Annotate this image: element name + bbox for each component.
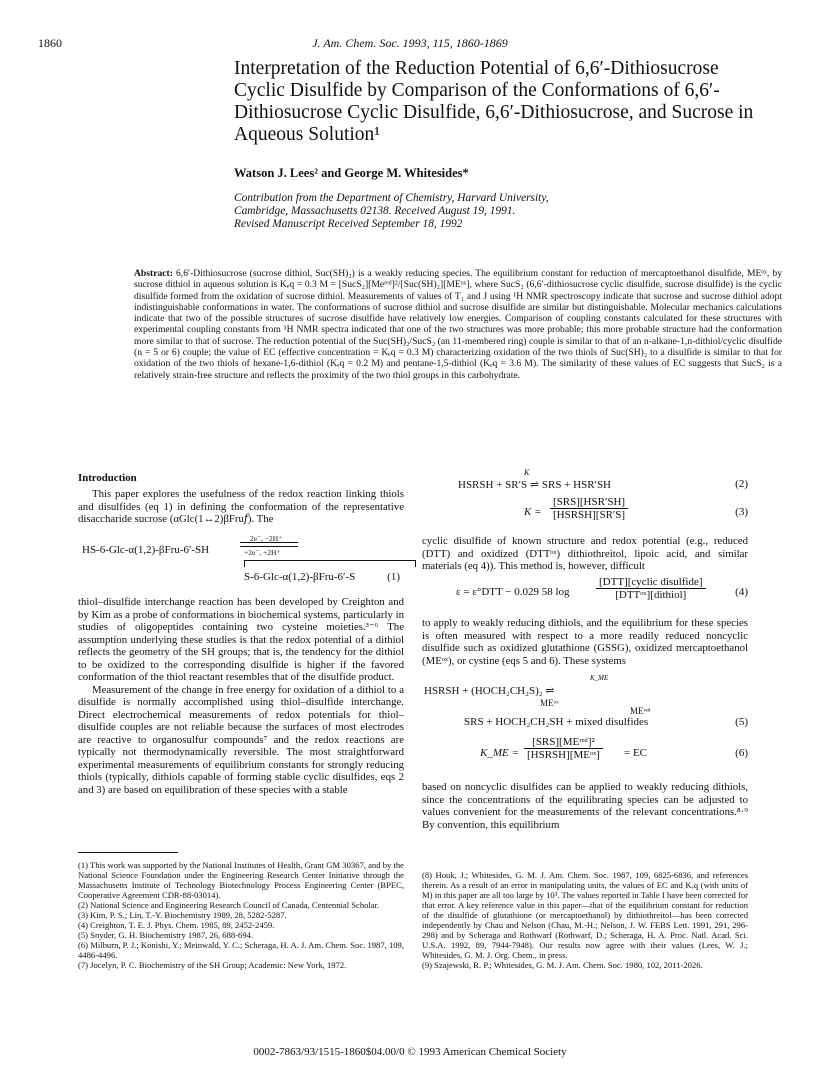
right-paragraph-2 (422, 617, 748, 667)
disulfide-bond-bracket (244, 560, 416, 567)
eq5-me-red: MEʳᵉᵈ (630, 706, 651, 716)
footnote: (5) Snyder, G. H. Biochemistry 1987, 26, 688-694. (78, 930, 254, 940)
footnote: (3) Kim, P. S.; Lin, T.-Y. Biochemistry 1989, 28, 5282-5287. (78, 910, 287, 920)
eq4-numerator: [DTT][cyclic disulfide] (596, 576, 706, 589)
footnote: (9) Szajewski, R. P.; Whitesides, G. M. J. Am. Chem. Soc. 1980, 102, 2011-2026. (422, 960, 703, 970)
eq3-lhs: K = (524, 506, 542, 518)
eq6-denominator: [HSRSH][MEᵒˣ] (527, 749, 600, 761)
eq3-fraction (550, 496, 628, 521)
eq5-number: (5) (735, 716, 748, 728)
eq6-rhs: = EC (624, 747, 648, 759)
paragraph: based on noncyclic disulfides can be applied to weakly reducing dithiols, since the concentrations of the equilibrating species can be adjusted to values convenient for the measurements of the relevant concentrations.⁸·⁹ By convention, this equilibrium (422, 781, 748, 831)
footnote-rule (78, 852, 178, 853)
eq5-line-2: SRS + HOCH₂CH₂SH + mixed disulfides (464, 716, 649, 728)
equation-2 (458, 468, 748, 492)
equation-3 (518, 496, 748, 530)
eq6-number: (6) (735, 747, 748, 759)
abstract-text: 6,6′-Dithiosucrose (sucrose dithiol, Suc(SH)₂) is a weakly reducing species. The equilibrium constant for reduction of mercaptoethanol disulfide, MEᵒˣ, by sucrose dithiol in aqueous solution is Kₑq = 0.3 M = [SucS₂][Meʳᵉᵈ]²/[Suc(SH)₂][MEᵒˣ], where SucS₂ (6,6′-dithiosucrose cyclic disulfide, sucrose disulfide) is the cyclic disulfide formed from the oxidation of sucrose dithiol. Measurements of values of T₁ and J using ¹H NMR spectroscopy indicate that sucrose and sucrose dithiol adopt indistinguishable conformations in water. The conformations of sucrose dithiol and sucrose disulfide are similar but distinguishable. Molecular mechanics calculations indicate that two of the possible structures of sucrose disulfide have relatively low energies. Comparison of coupling constants calculated for these structures with experimental coupling constants from ¹H NMR spectra indicated that one of the two structures was more probable; this more probable structure had the conformation more similar to that of sucrose. The reduction potential of the Suc(SH)₂/SucS₂ (an 11-membered ring) couple is similar to that of an n-alkane-1,n-dithiol/cyclic disulfide (n = 5 or 6) couple; the value of EC (effective concentration = Kₑq = 0.3 M) characterizing oxidation of the two thiols of Suc(SH)₂ to a disulfide is similar to that for oxidation of the two thiols of hexane-1,6-dithiol (Kₑq = 0.2 M) and pentane-1,5-dithiol (Kₑq = 3.6 M). The similarity of these values of EC suggests that SucS₂ is a relatively strain-free structure and reflects the proximity of the two thiol groups in this carbohydrate. (134, 268, 782, 381)
paragraph: to apply to weakly reducing dithiols, and the equilibrium for these species is often measured with respect to a more readily reduced noncyclic disulfide such as oxidized glutathione (GSSG), oxidized mercaptoethanol (MEᵒˣ), or cystine (eqs 5 and 6). These systems (422, 617, 748, 667)
intro-paragraph-2 (78, 596, 404, 796)
eq3-numerator: [SRS][HSR′SH] (550, 496, 628, 509)
footnote: (1) This work was supported by the National Institutes of Health, Grant GM 30367, and by the National Science Foundation under the Engineering Research Center Initiative through the Massachusetts Institute of Technology Biotechnology Process Engineering Center (BPEC, Cooperative Agreement CDR-88-03014). (78, 860, 404, 900)
paragraph: thiol–disulfide interchange reaction has been developed by Creighton and by Kim as a probe of conformations in biochemical systems, particularly in studies of oligopeptides containing two cysteine moieties.³⁻⁶ The assumption underlying these studies is that the redox potential of a dithiol reflects the geometry of the SH groups; that is, the tendency for the dithiol to be oxidized to the corresponding disulfide is higher if the favored conformation of the thiol reactant resembles that of the disulfide product. (78, 596, 404, 683)
footnote: (7) Jocelyn, P. C. Biochemistry of the SH Group; Academic: New York, 1972. (78, 960, 347, 970)
paragraph: cyclic disulfide of known structure and redox potential (e.g., reduced (DTT) and oxidized (DTTᵒˣ) dithiothreitol, lipoic acid, and similar materials (eq 4)). This method is, however, difficult (422, 535, 748, 572)
eq1-arrow-line (240, 542, 298, 543)
intro-paragraph-1 (78, 488, 404, 526)
page-footer: 0002-7863/93/1515-1860$04.00/0 © 1993 American Chemical Society (253, 1046, 567, 1058)
eq4-fraction (596, 576, 706, 601)
eq1-right: S-6-Glc-α(1,2)-βFru-6′-S (244, 571, 356, 583)
paragraph: Measurement of the change in free energy for oxidation of a dithiol to a disulfide is normally accomplished using thiol–disulfide interchange. Direct electrochemical measurements of redox potentials for thiol–disulfide couples are not reliable because the surfaces of most electrodes are reactive to organosulfur compounds⁷ and the redox reactions are typically not thermodynamically reversible. The most straightforward experimental measurements of equilibrium constants for strongly reducing thiols (typically, dithiols capable of forming stable cyclic disulfides, eqs 2 and 3) are based on equilibration of these species with a stable (78, 683, 404, 796)
eq3-number: (3) (735, 506, 748, 518)
equation-6 (480, 736, 748, 772)
equation-5 (424, 676, 748, 730)
abstract (134, 268, 782, 381)
eq2-number: (2) (735, 478, 748, 490)
eq1-number: (1) (387, 571, 400, 583)
eq5-line-1: HSRSH + (HOCH₂CH₂S)₂ ⇌ (424, 685, 555, 697)
authors: Watson J. Lees² and George M. Whitesides* (234, 166, 469, 180)
journal-citation: J. Am. Chem. Soc. 1993, 115, 1860-1869 (312, 36, 508, 50)
equation-4 (456, 576, 748, 610)
eq2-text: HSRSH + SR′S ⇌ SRS + HSR′SH (458, 479, 612, 491)
footnotes-right (422, 870, 748, 970)
eq1-arrow-top: 2e⁻, −2H⁺ (250, 534, 283, 543)
footnote: (8) Houk, J.; Whitesides, G. M. J. Am. Chem. Soc. 1987, 109, 6825-6836, and references therein. As a result of an error in manipulating units, the values of EC and Kₑq (with units of M) in this paper are all too large by 10³. The values reported in Table I have been corrected for that error. A key reference value in this paper—that of the equilibrium constant for reduction of the disulfide of glutathione (or mercaptoethanol) by dithiothreitol—has been corrected independently by Chau and Nelson (Chau, M.-H.; Nelson, J. W. FEBS Lett. 1991, 291, 296-298) and by Scheraga and Rothwarf (Rothwarf, D.; Scheraga, H. A. Proc. Natl. Acad. Sci. U.S.A. 1992, 89, 7944-7948). Our results now agree with their values (Lees, W. J.; Whitesides, G. M. J. Org. Chem., in press. (422, 870, 748, 960)
eq4-number: (4) (735, 586, 748, 598)
equation-1 (82, 534, 404, 588)
abstract-label: Abstract: (134, 268, 173, 279)
affiliation-line: Revised Manuscript Received September 18, 1992 (234, 218, 463, 230)
paragraph: This paper explores the usefulness of the redox reaction linking thiols and disulfides (eq 1) in defining the conformation of the representative disaccharide sucrose (αGlc(1↔2)βFru𝑓). The (78, 488, 404, 525)
right-paragraph-3 (422, 781, 748, 831)
eq4-denominator: [DTTᵒˣ][dithiol] (615, 589, 687, 601)
eq3-denominator: [HSRSH][SR′S] (553, 509, 626, 521)
eq6-fraction (524, 736, 603, 761)
affiliation-line: Cambridge, Massachusetts 02138. Received August 19, 1991. (234, 205, 516, 217)
footnote: (6) Milburn, P. J.; Konishi, Y.; Meinwald, Y. C.; Scheraga, H. A. J. Am. Chem. Soc. 1987, 109, 4486-4496. (78, 940, 404, 960)
affiliation (234, 192, 774, 231)
right-paragraph-1 (422, 535, 748, 573)
eq1-arrow-line (240, 546, 298, 547)
footnote: (2) National Science and Engineering Research Council of Canada, Centennial Scholar. (78, 900, 380, 910)
affiliation-line: Contribution from the Department of Chemistry, Harvard University, (234, 192, 549, 204)
eq5-k: K_ME (590, 674, 609, 682)
introduction-heading: Introduction (78, 472, 137, 484)
eq1-left: HS-6-Glc-α(1,2)-βFru-6′-SH (82, 544, 210, 556)
page-number: 1860 (38, 36, 62, 50)
eq4-lhs: ε = ε°DTT − 0.029 58 log (456, 586, 570, 598)
eq1-arrow-bottom: +2e⁻, +2H⁺ (244, 548, 281, 557)
eq2-k: K (524, 468, 530, 477)
eq6-numerator: [SRS][MEʳᵉᵈ]² (524, 736, 603, 749)
eq6-lhs: K_ME = (480, 747, 519, 759)
footnotes-left (78, 860, 404, 970)
eq5-me-ox: MEᵒˣ (540, 698, 559, 708)
article-title: Interpretation of the Reduction Potential of 6,6′-Dithiosucrose Cyclic Disulfide by Comparison of the Conformations of 6,6′-Dithiosucrose Cyclic Disulfide, 6,6′-Dithiosucrose, and Sucrose in Aqueous Solution¹ (234, 58, 754, 145)
footnote: (4) Creighton, T. E. J. Phys. Chem. 1985, 89, 2452-2459. (78, 920, 275, 930)
